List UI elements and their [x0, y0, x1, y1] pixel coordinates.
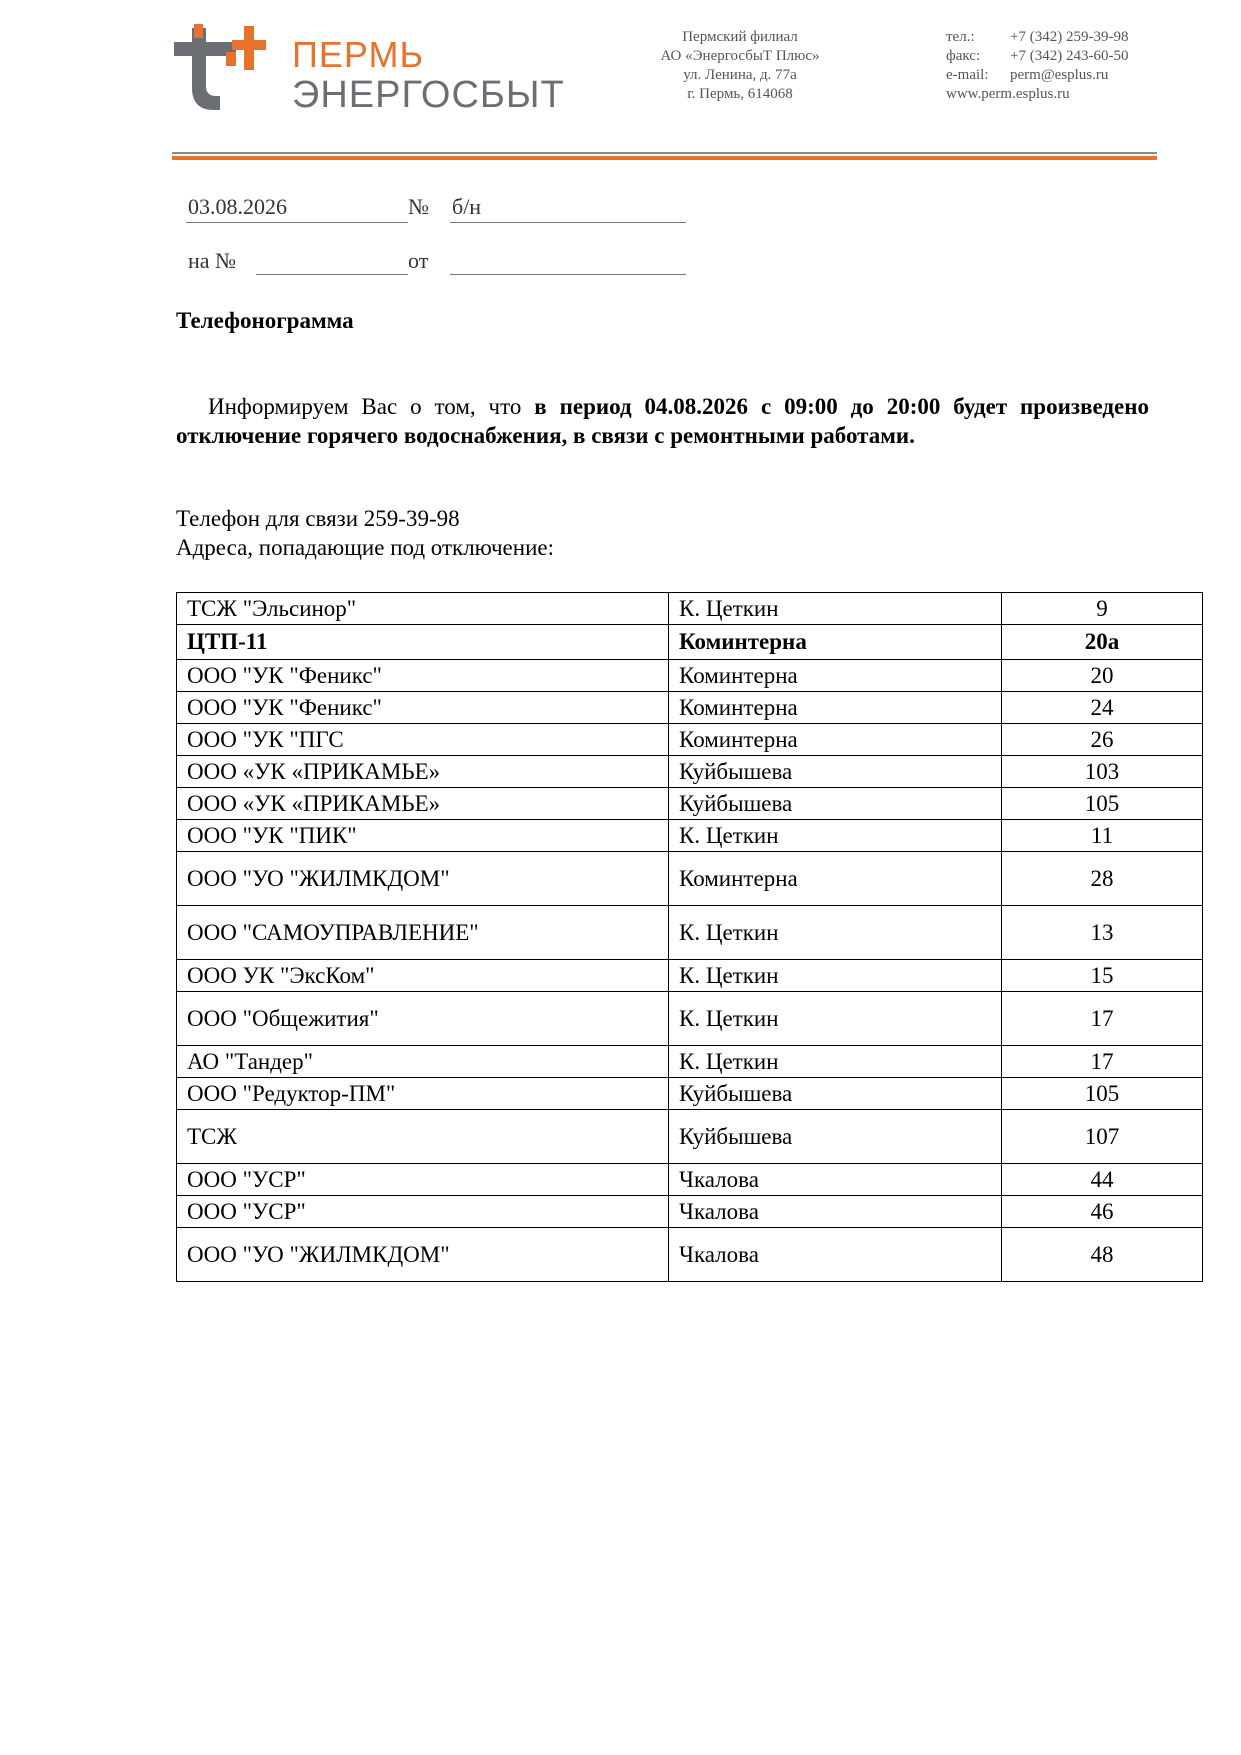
org-cell: АО "Тандер": [177, 1046, 669, 1078]
notice-details: в период 04.08.2026 с 09:00 до 20:00 будет произведено отключение горячего водоснабжения, в связи с ремонтными работами.: [176, 394, 1149, 448]
table-row: [177, 1196, 1203, 1228]
street-cell: Коминтерна: [669, 724, 1002, 756]
table-row: [177, 660, 1203, 692]
org-cell: ООО «УК «ПРИКАМЬЕ»: [177, 756, 669, 788]
org-cell: ООО "Общежития": [177, 992, 669, 1046]
street-cell: К. Цеткин: [669, 820, 1002, 852]
table-row: [177, 852, 1203, 906]
contact-block: [946, 28, 1128, 104]
org-cell: ЦТП-11: [177, 625, 669, 660]
contact-phone-line: Телефон для связи 259-39-98: [176, 506, 460, 531]
street-cell: Коминтерна: [669, 852, 1002, 906]
doc-number: б/н: [452, 194, 482, 219]
house-cell: 103: [1002, 756, 1203, 788]
house-cell: 48: [1002, 1228, 1203, 1282]
table-row: [177, 724, 1203, 756]
house-cell: 46: [1002, 1196, 1203, 1228]
table-row: [177, 692, 1203, 724]
house-cell: 20: [1002, 660, 1203, 692]
org-cell: ООО "УО "ЖИЛМКДОМ": [177, 852, 669, 906]
email-row: [946, 66, 1128, 85]
doc-number-label: №: [408, 194, 429, 219]
street-cell: Коминтерна: [669, 660, 1002, 692]
company-name: АО «ЭнергосбыТ Плюс»: [660, 48, 820, 64]
company-logo: [174, 24, 565, 124]
street-cell: Чкалова: [669, 1196, 1002, 1228]
table-row: [177, 820, 1203, 852]
street-cell: Куйбышева: [669, 1110, 1002, 1164]
table-row: [177, 992, 1203, 1046]
table-row: [177, 756, 1203, 788]
table-row: [177, 1228, 1203, 1282]
org-cell: ООО "Редуктор-ПМ": [177, 1078, 669, 1110]
org-cell: ООО "УСР": [177, 1196, 669, 1228]
doc-date-underline: [186, 222, 408, 223]
street-cell: Чкалова: [669, 1164, 1002, 1196]
house-cell: 17: [1002, 1046, 1203, 1078]
street-cell: Коминтерна: [669, 692, 1002, 724]
org-cell: ООО «УК «ПРИКАМЬЕ»: [177, 788, 669, 820]
fax-label: факс:: [946, 48, 981, 64]
table-row: [177, 960, 1203, 992]
org-cell: ООО УК "ЭксКом": [177, 960, 669, 992]
house-cell: 9: [1002, 593, 1203, 625]
house-cell: 13: [1002, 906, 1203, 960]
reply-number-underline: [256, 274, 408, 275]
street-cell: Куйбышева: [669, 1078, 1002, 1110]
notice-lead: Информируем Вас о том, что: [208, 394, 522, 419]
house-cell: 26: [1002, 724, 1203, 756]
table-row: [177, 1046, 1203, 1078]
reply-date-underline: [450, 274, 686, 275]
house-cell: 11: [1002, 820, 1203, 852]
table-row: [177, 593, 1203, 625]
reply-number-label: на №: [188, 248, 237, 273]
street-cell: К. Цеткин: [669, 960, 1002, 992]
org-cell: ООО "УО "ЖИЛМКДОМ": [177, 1228, 669, 1282]
addresses-intro: Адреса, попадающие под отключение:: [176, 535, 554, 560]
email-value[interactable]: perm@esplus.ru: [1010, 67, 1109, 83]
doc-date: 03.08.2026: [188, 194, 287, 219]
house-cell: 105: [1002, 1078, 1203, 1110]
document-title: Телефонограмма: [176, 308, 354, 333]
phone-row: [946, 28, 1128, 47]
notice-paragraph: [176, 392, 1149, 450]
logo-line-1: ПЕРМЬ: [292, 34, 425, 75]
table-row: [177, 1078, 1203, 1110]
house-cell: 105: [1002, 788, 1203, 820]
street-cell: К. Цеткин: [669, 593, 1002, 625]
phone-value: +7 (342) 259-39-98: [1010, 29, 1129, 45]
org-cell: ООО "УК "ПГС: [177, 724, 669, 756]
street-cell: Коминтерна: [669, 625, 1002, 660]
org-cell: ТСЖ: [177, 1110, 669, 1164]
fax-row: [946, 47, 1128, 66]
street-cell: К. Цеткин: [669, 992, 1002, 1046]
house-cell: 28: [1002, 852, 1203, 906]
website-value[interactable]: www.perm.esplus.ru: [946, 86, 1070, 102]
street-cell: К. Цеткин: [669, 906, 1002, 960]
table-row: [177, 1164, 1203, 1196]
branch-name: Пермский филиал: [682, 29, 798, 45]
doc-number-underline: [450, 222, 686, 223]
house-cell: 15: [1002, 960, 1203, 992]
org-cell: ТСЖ "Эльсинор": [177, 593, 669, 625]
street-cell: Куйбышева: [669, 788, 1002, 820]
fax-value: +7 (342) 243-60-50: [1010, 48, 1129, 64]
logo-line-2: ЭНЕРГОСБЫТ: [292, 74, 565, 116]
header-divider-orange: [172, 156, 1157, 160]
house-cell: 44: [1002, 1164, 1203, 1196]
address-table-body: [177, 593, 1203, 1282]
table-row: [177, 906, 1203, 960]
org-cell: ООО "УК "ПИК": [177, 820, 669, 852]
org-cell: ООО "УСР": [177, 1164, 669, 1196]
org-cell: ООО "УК "Феникс": [177, 692, 669, 724]
org-cell: ООО "САМОУПРАВЛЕНИЕ": [177, 906, 669, 960]
branch-city: г. Пермь, 614068: [687, 86, 793, 102]
header-divider-grey: [172, 152, 1157, 154]
branch-street: ул. Ленина, д. 77а: [683, 67, 797, 83]
house-cell: 107: [1002, 1110, 1203, 1164]
address-table: [176, 592, 1203, 1282]
phone-label: тел.:: [946, 29, 975, 45]
branch-address: [620, 28, 860, 104]
table-row: [177, 625, 1203, 660]
street-cell: Куйбышева: [669, 756, 1002, 788]
website-row: [946, 85, 1128, 104]
street-cell: Чкалова: [669, 1228, 1002, 1282]
house-cell: 24: [1002, 692, 1203, 724]
reply-from-label: от: [408, 248, 429, 273]
table-row: [177, 1110, 1203, 1164]
email-label: e-mail:: [946, 67, 989, 83]
logo-mark-icon: [174, 24, 284, 114]
org-cell: ООО "УК "Феникс": [177, 660, 669, 692]
house-cell: 20а: [1002, 625, 1203, 660]
house-cell: 17: [1002, 992, 1203, 1046]
table-row: [177, 788, 1203, 820]
street-cell: К. Цеткин: [669, 1046, 1002, 1078]
